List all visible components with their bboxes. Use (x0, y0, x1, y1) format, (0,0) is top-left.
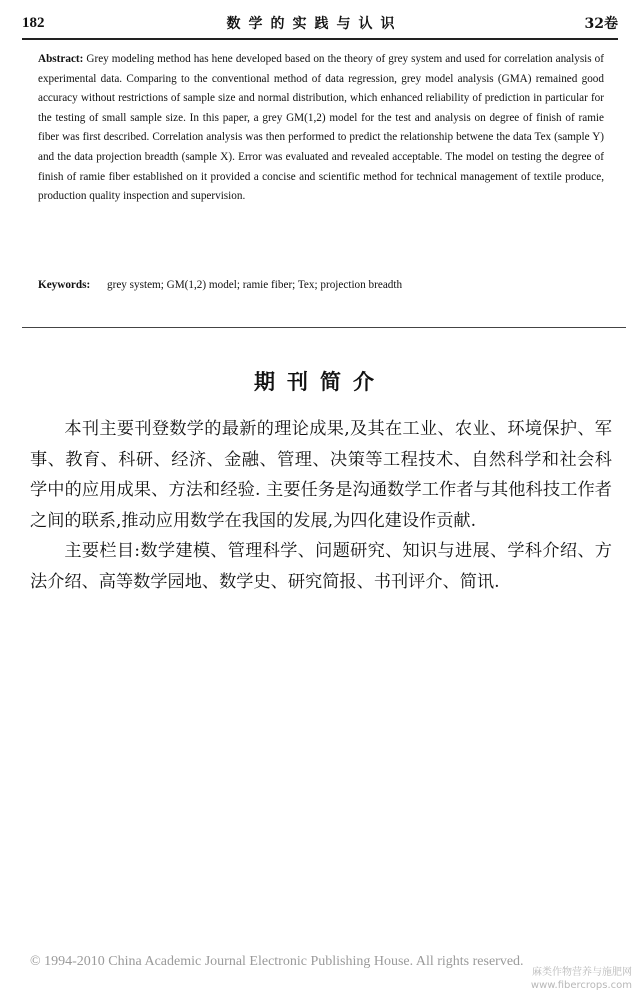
keywords-text: grey system; GM(1,2) model; ramie fiber; Tex; projection breadth (107, 279, 403, 291)
keywords-label: Keywords: (38, 279, 91, 291)
page-header (22, 8, 618, 40)
watermark (512, 966, 632, 992)
section-title: 期刊简介 (254, 369, 386, 394)
volume-label: 32卷 (584, 16, 618, 32)
watermark-url: www.fibercrops.com (530, 980, 632, 991)
keywords-block (38, 276, 604, 295)
abstract-text: Grey modeling method has hene developed based on the theory of grey system and used for correlation analysis of experimental data. Comparing to the conventional method of data regression, grey model analysis (GMA) remained good accuracy without restrictions of sample size and normal distribution, which enhanced reliability of prediction in particular for the testing of small sample size. In this paper, a grey GM(1,2) model for the test and analysis on degree of finish of ramie fiber was first described. Correlation analysis was then performed to predict the relationship betwene the data Tex (sample Y) and the data projection breadth (sample X). Error was evaluated and revealed acceptable. The model on testing the degree of finish of ramie fiber established on it provided a concise and scientific method for technical management of textile produce, production quality inspection and supervision. (38, 53, 605, 203)
abstract-block (38, 50, 604, 207)
copyright-footer: © 1994-2010 China Academic Journal Electronic Publishing House. All rights reserved. (30, 954, 524, 969)
abstract-label: Abstract: (38, 53, 84, 65)
journal-title: 数学的实践与认识 (226, 16, 403, 32)
intro-paragraph-2: 主要栏目:数学建模、管理科学、问题研究、知识与进展、学科介绍、方法介绍、高等数学园地、数学史、研究简报、书刊评介、简讯. (30, 541, 612, 592)
intro-paragraph-1: 本刊主要刊登数学的最新的理论成果,及其在工业、农业、环境保护、军事、教育、科研、经济、金融、管理、决策等工程技术、自然科学和社会科学中的应用成果、方法和经验. 主要任务是沟通数学工作者与其他科技工作者之间的联系,推动应用数学在我国的发展,为四化建设作贡献. (30, 419, 612, 531)
section-divider (22, 327, 626, 328)
page-number: 182 (22, 14, 45, 31)
journal-intro (30, 414, 612, 597)
watermark-site: 麻类作物营养与施肥网 (532, 967, 632, 978)
